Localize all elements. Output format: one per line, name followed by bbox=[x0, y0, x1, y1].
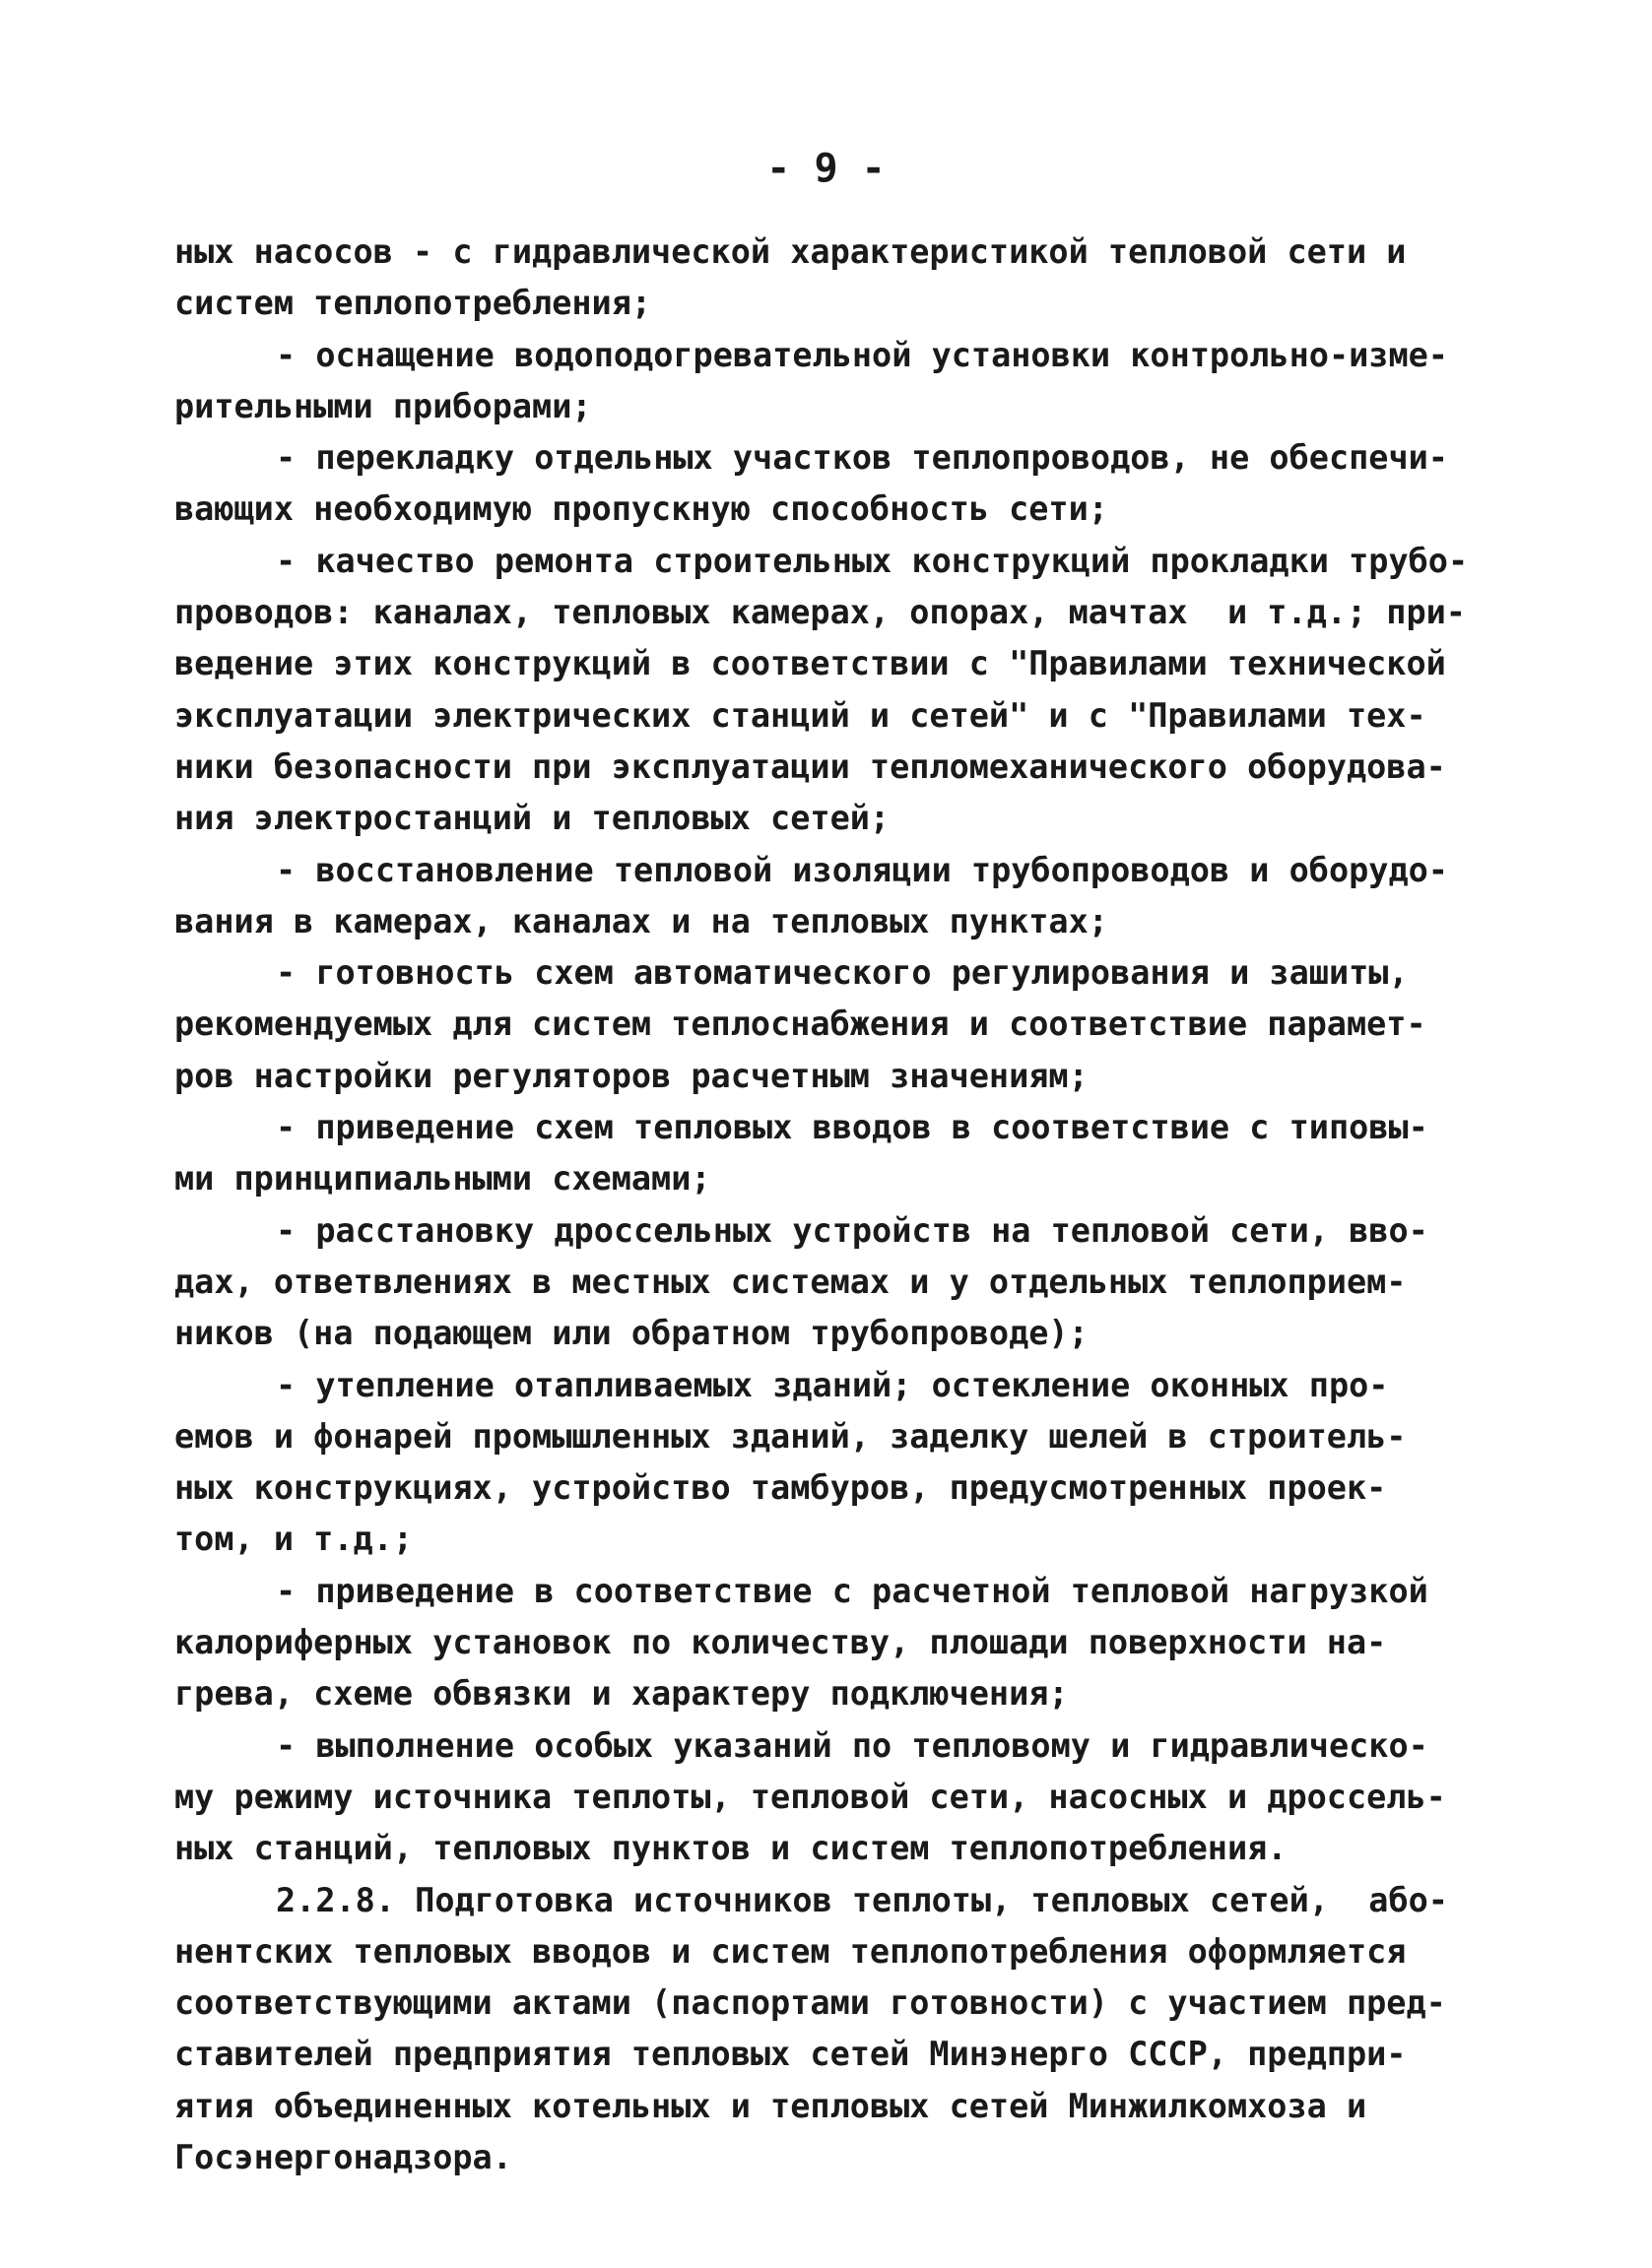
text-line: му режиму источника теплоты, тепловой сети, насосных и дроссель- bbox=[174, 1777, 1446, 1816]
text-line: ных конструкциях, устройство тамбуров, предусмотренных проек- bbox=[174, 1468, 1387, 1508]
text-line: - приведение в соответствие с расчетной тепловой нагрузкой bbox=[276, 1571, 1428, 1610]
text-line: вающих необходимую пропускную способность сети; bbox=[174, 489, 1108, 529]
text-line: вания в камерах, каналах и на тепловых пунктах; bbox=[174, 901, 1108, 940]
text-line: проводов: каналах, тепловых камерах, опорах, мачтах и т.д.; при- bbox=[174, 593, 1466, 632]
text-line: эксплуатации электрических станций и сетей" и с "Правилами тех- bbox=[174, 695, 1426, 735]
text-line: ятия объединенных котельных и тепловых сетей Минжилкомхоза и bbox=[174, 2086, 1367, 2125]
text-line: ров настройки регуляторов расчетным значениям; bbox=[174, 1056, 1089, 1095]
text-line: соответствующими актами (паспортами готовности) с участием пред- bbox=[174, 1983, 1446, 2023]
text-line: нентских тепловых вводов и систем теплопотребления оформляется bbox=[174, 1931, 1407, 1971]
text-line: - выполнение особых указаний по тепловому и гидравлическо- bbox=[276, 1725, 1428, 1765]
page-number: - 9 - bbox=[766, 146, 886, 191]
text-line: - оснащение водоподогревательной установки контрольно-изме- bbox=[276, 335, 1448, 374]
text-line: калориферных установок по количеству, плошади поверхности на- bbox=[174, 1623, 1387, 1662]
text-line: том, и т.д.; bbox=[174, 1520, 414, 1559]
body-text bbox=[174, 227, 1494, 2183]
text-line: систем теплопотребления; bbox=[174, 284, 652, 323]
text-line: - качество ремонта строительных конструкций прокладки трубо- bbox=[276, 541, 1469, 580]
text-line: Госэнергонадзора. bbox=[174, 2137, 512, 2176]
text-line: дах, ответвлениях в местных системах и у отдельных теплоприем- bbox=[174, 1262, 1407, 1301]
text-line: емов и фонарей промышленных зданий, заделку шелей в строитель- bbox=[174, 1416, 1407, 1456]
text-line: - расстановку дроссельных устройств на тепловой сети, вво- bbox=[276, 1210, 1428, 1250]
text-line: ставителей предприятия тепловых сетей Минэнерго СССР, предпри- bbox=[174, 2035, 1407, 2074]
text-line: - восстановление тепловой изоляции трубопроводов и оборудо- bbox=[276, 850, 1448, 889]
text-line: - готовность схем автоматического регулирования и зашиты, bbox=[276, 953, 1409, 993]
text-line: грева, схеме обвязки и характеру подключения; bbox=[174, 1674, 1069, 1714]
text-line: - утепление отапливаемых зданий; остекление оконных про- bbox=[276, 1365, 1389, 1404]
text-line: ники безопасности при эксплуатации тепломеханического оборудова- bbox=[174, 746, 1446, 786]
text-line: ников (на подающем или обратном трубопроводе); bbox=[174, 1314, 1089, 1353]
text-line: - приведение схем тепловых вводов в соответствие с типовы- bbox=[276, 1108, 1428, 1147]
text-line: ведение этих конструкций в соответствии с "Правилами технической bbox=[174, 644, 1446, 683]
text-line: - перекладку отдельных участков теплопроводов, не обеспечи- bbox=[276, 438, 1448, 478]
text-line: рекомендуемых для систем теплоснабжения и соответствие парамет- bbox=[174, 1004, 1426, 1044]
text-line: 2.2.8. Подготовка источников теплоты, тепловых сетей, або- bbox=[276, 1880, 1448, 1919]
text-line: ных насосов - с гидравлической характеристикой тепловой сети и bbox=[174, 232, 1407, 271]
text-line: ния электростанций и тепловых сетей; bbox=[174, 799, 891, 838]
text-line: рительными приборами; bbox=[174, 386, 592, 425]
text-line: ми принципиальными схемами; bbox=[174, 1159, 711, 1199]
text-line: ных станций, тепловых пунктов и систем теплопотребления. bbox=[174, 1829, 1288, 1868]
